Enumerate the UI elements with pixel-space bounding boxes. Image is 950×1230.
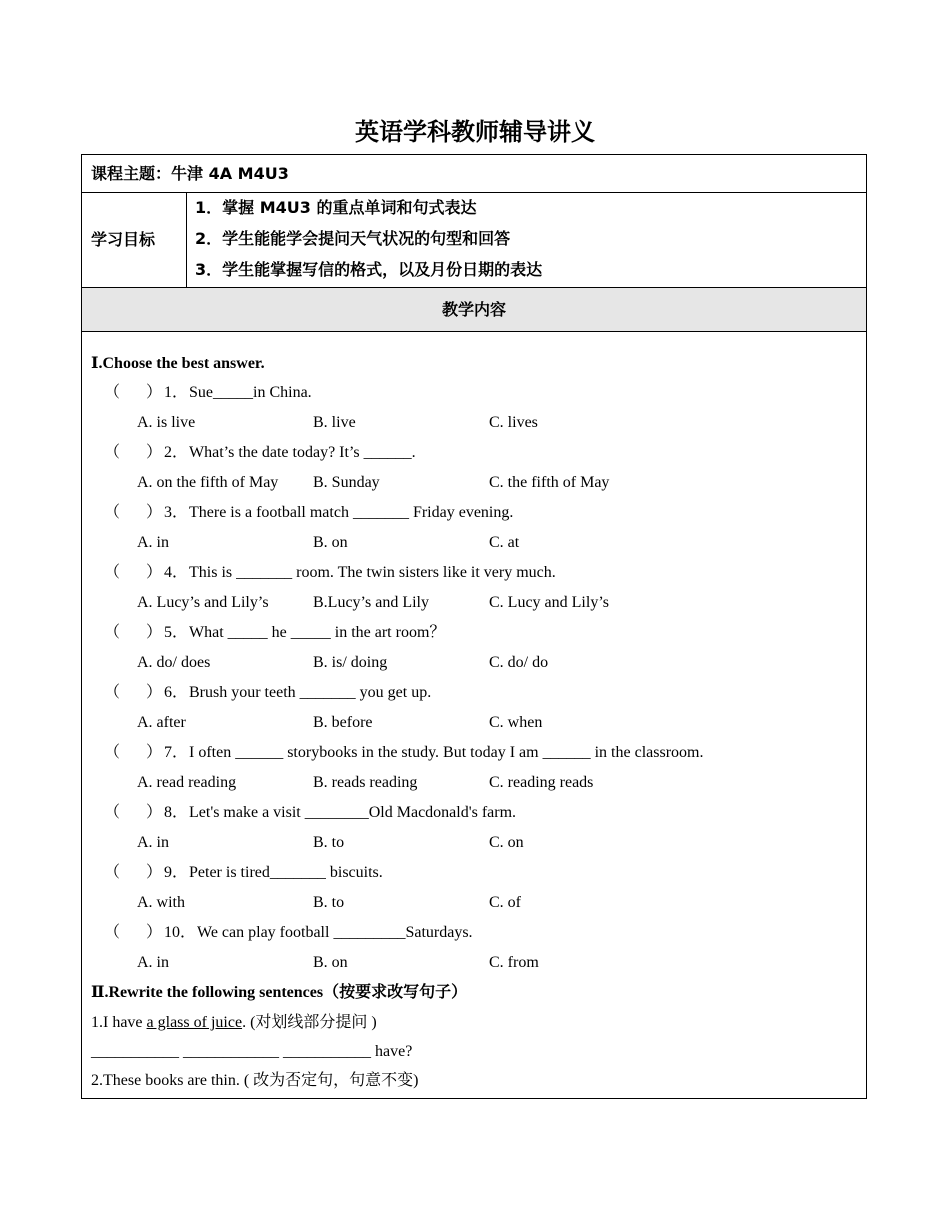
- goal-item: 3．学生能掌握写信的格式，以及月份日期的表达: [195, 260, 543, 279]
- answer-paren-left: （: [104, 744, 121, 761]
- question-number: 8．: [164, 804, 189, 821]
- option-c[interactable]: C. of: [489, 894, 521, 911]
- goal-item: 2．学生能能学会提问天气状况的句型和回答: [195, 229, 511, 248]
- option-a[interactable]: A. with: [137, 894, 185, 911]
- content-header: 教学内容: [441, 300, 506, 319]
- question-text: I often ______ storybooks in the study. But today I am ______ in the classroom.: [189, 744, 704, 761]
- answer-paren-left: （: [104, 924, 121, 941]
- answer-blank[interactable]: [122, 383, 148, 403]
- goals-divider: [186, 193, 187, 287]
- answer-blank[interactable]: [122, 923, 148, 943]
- question-number: 4．: [164, 564, 189, 581]
- option-b[interactable]: B. to: [313, 894, 345, 911]
- question-number: 6．: [164, 684, 189, 701]
- option-a[interactable]: A. is live: [137, 414, 196, 431]
- option-c[interactable]: C. the fifth of May: [489, 474, 610, 491]
- option-a[interactable]: A. Lucy’s and Lily’s: [137, 594, 269, 611]
- answer-paren-right: ）: [146, 444, 163, 461]
- answer-paren-left: （: [104, 384, 121, 401]
- page-title: 英语学科教师辅导讲义: [355, 118, 595, 146]
- option-b[interactable]: B. Sunday: [313, 474, 380, 491]
- option-c[interactable]: C. do/ do: [489, 654, 549, 671]
- question-text: What’s the date today? It’s ______.: [189, 444, 416, 461]
- question-text: Peter is tired_______ biscuits.: [189, 864, 383, 881]
- rewrite-1-suffix: . (对划线部分提问 ): [242, 1014, 377, 1031]
- answer-paren-left: （: [104, 564, 121, 581]
- option-a[interactable]: A. in: [137, 954, 169, 971]
- content-header-row: [82, 288, 866, 332]
- lesson-table: [81, 154, 867, 1099]
- question-text: What _____ he _____ in the art room？: [189, 624, 446, 641]
- option-c[interactable]: C. on: [489, 834, 524, 851]
- question-text: Let's make a visit ________Old Macdonald's farm.: [189, 804, 517, 821]
- answer-paren-right: ）: [146, 624, 163, 641]
- question-number: 2．: [164, 444, 189, 461]
- answer-blank[interactable]: [122, 503, 148, 523]
- answer-paren-right: ）: [146, 864, 163, 881]
- option-a[interactable]: A. do/ does: [137, 654, 211, 671]
- option-b[interactable]: B. is/ doing: [313, 654, 388, 671]
- answer-paren-left: （: [104, 864, 121, 881]
- question-number: 1．: [164, 384, 189, 401]
- answer-blank[interactable]: [122, 743, 148, 763]
- option-b[interactable]: B. live: [313, 414, 356, 431]
- rewrite-item-1: [91, 1013, 377, 1033]
- option-b[interactable]: B. on: [313, 534, 348, 551]
- option-a[interactable]: A. in: [137, 534, 169, 551]
- answer-blank[interactable]: [122, 803, 148, 823]
- goals-row: [82, 193, 866, 288]
- answer-paren-right: ）: [146, 504, 163, 521]
- rewrite-1-prefix: 1.I have: [91, 1014, 147, 1031]
- rewrite-1-underlined: a glass of juice: [146, 1014, 243, 1031]
- answer-blank[interactable]: [122, 623, 148, 643]
- rewrite-1-answer-line[interactable]: ___________ ____________ ___________ have?: [91, 1043, 413, 1060]
- question-text: Brush your teeth _______ you get up.: [189, 684, 432, 701]
- option-a[interactable]: A. read reading: [137, 774, 237, 791]
- answer-blank[interactable]: [122, 863, 148, 883]
- option-c[interactable]: C. at: [489, 534, 520, 551]
- question-number: 3．: [164, 504, 189, 521]
- answer-paren-right: ）: [146, 744, 163, 761]
- question-text: Sue_____in China.: [189, 384, 312, 401]
- answer-paren-left: （: [104, 684, 121, 701]
- topic-text: 课程主题：牛津 4A M4U3: [91, 164, 289, 183]
- question-number: 7．: [164, 744, 189, 761]
- answer-paren-right: ）: [146, 684, 163, 701]
- option-a[interactable]: A. in: [137, 834, 169, 851]
- question-number: 5．: [164, 624, 189, 641]
- section-2-title: Ⅱ.Rewrite the following sentences（按要求改写句子）: [91, 984, 468, 1001]
- question-text: This is _______ room. The twin sisters like it very much.: [189, 564, 556, 581]
- option-b[interactable]: B. to: [313, 834, 345, 851]
- section-1-title: Ⅰ.Choose the best answer.: [91, 355, 265, 372]
- option-b[interactable]: B. on: [313, 954, 348, 971]
- answer-blank[interactable]: [122, 683, 148, 703]
- answer-paren-left: （: [104, 804, 121, 821]
- answer-paren-left: （: [104, 624, 121, 641]
- answer-paren-right: ）: [146, 564, 163, 581]
- option-c[interactable]: C. when: [489, 714, 543, 731]
- answer-paren-left: （: [104, 444, 121, 461]
- option-c[interactable]: C. reading reads: [489, 774, 594, 791]
- answer-blank[interactable]: [122, 443, 148, 463]
- goals-label: 学习目标: [91, 230, 156, 249]
- topic-row: [82, 155, 866, 193]
- question-text: There is a football match _______ Friday evening.: [189, 504, 514, 521]
- answer-paren-right: ）: [146, 924, 163, 941]
- question-number: 10．: [164, 924, 197, 941]
- option-b[interactable]: B.Lucy’s and Lily: [313, 594, 429, 611]
- option-b[interactable]: B. reads reading: [313, 774, 418, 791]
- option-c[interactable]: C. from: [489, 954, 539, 971]
- answer-paren-right: ）: [146, 384, 163, 401]
- option-c[interactable]: C. Lucy and Lily’s: [489, 594, 609, 611]
- answer-paren-right: ）: [146, 804, 163, 821]
- question-text: We can play football _________Saturdays.: [197, 924, 473, 941]
- question-number: 9．: [164, 864, 189, 881]
- answer-paren-left: （: [104, 504, 121, 521]
- goal-item: 1．掌握 M4U3 的重点单词和句式表达: [195, 198, 477, 217]
- option-a[interactable]: A. on the fifth of May: [137, 474, 279, 491]
- option-b[interactable]: B. before: [313, 714, 373, 731]
- rewrite-item-2: 2.These books are thin. ( 改为否定句，句意不变): [91, 1072, 419, 1089]
- option-c[interactable]: C. lives: [489, 414, 538, 431]
- answer-blank[interactable]: [122, 563, 148, 583]
- option-a[interactable]: A. after: [137, 714, 186, 731]
